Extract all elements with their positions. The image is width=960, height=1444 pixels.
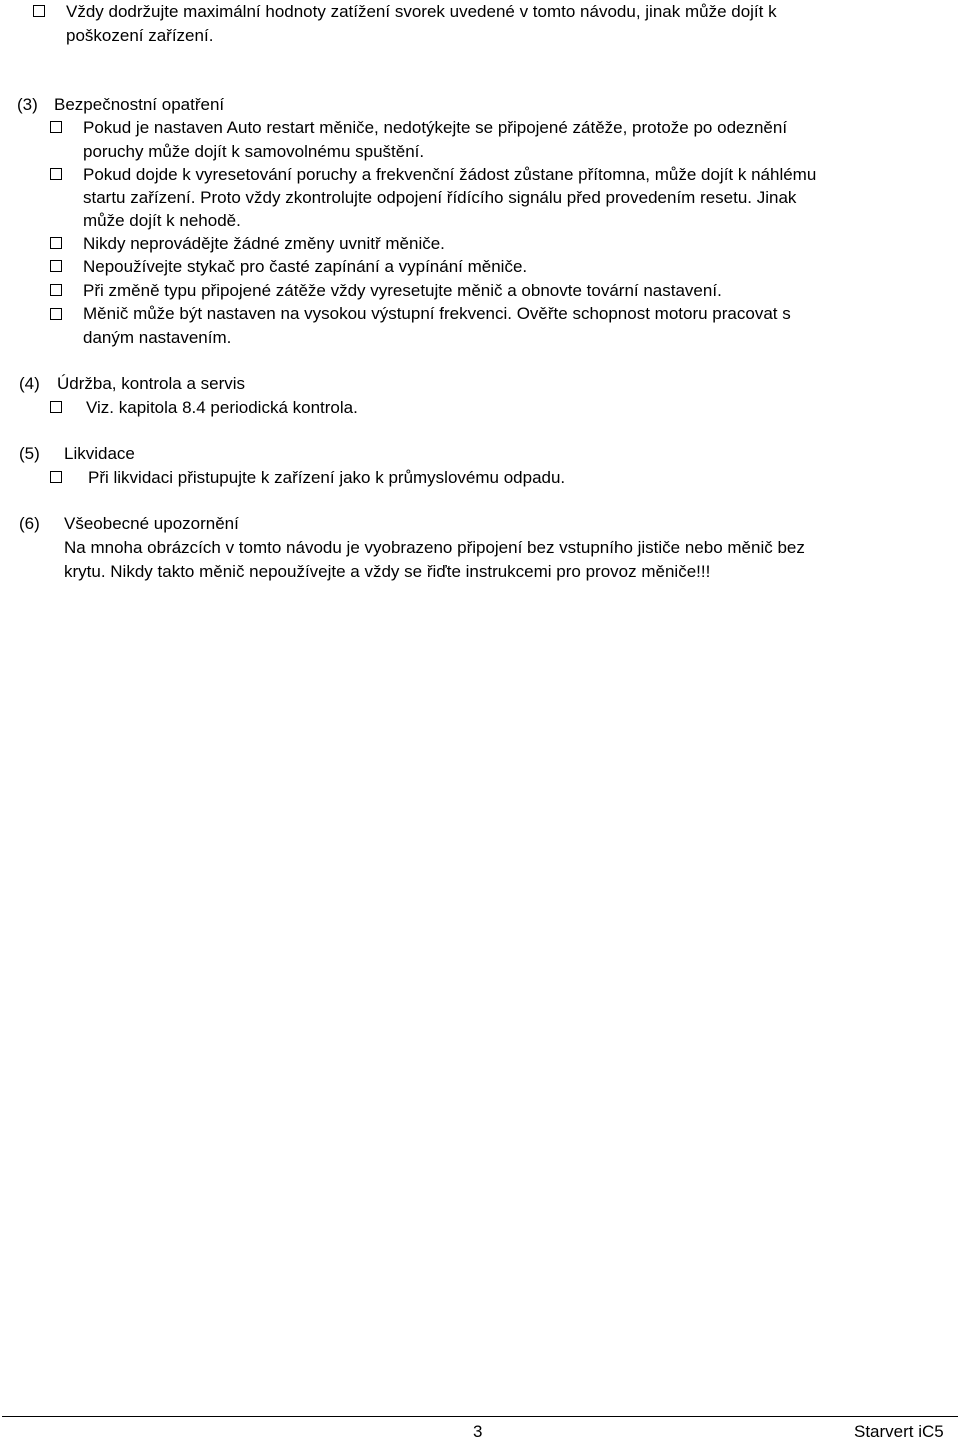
checkbox-icon <box>33 5 45 17</box>
bullet-text: Nepoužívejte stykač pro časté zapínání a vypínání měniče. <box>83 257 528 276</box>
bullet-text: startu zařízení. Proto vždy zkontrolujte odpojení řídícího signálu před provedením resetu. Jinak <box>83 188 797 207</box>
bullet-text: může dojít k nehodě. <box>83 211 241 230</box>
bullet-text: daným nastavením. <box>83 328 232 347</box>
bullet-text: Vždy dodržujte maximální hodnoty zatížení svorek uvedené v tomto návodu, jinak může dojít k <box>66 2 777 21</box>
section-heading: Údržba, kontrola a servis <box>57 374 246 393</box>
bullet-text: Při změně typu připojené zátěže vždy vyresetujte měnič a obnovte tovární nastavení. <box>83 281 722 300</box>
section-number: (3) <box>17 95 38 114</box>
section-number: (5) <box>19 444 40 463</box>
paragraph-text: krytu. Nikdy takto měnič nepoužívejte a vždy se řiďte instrukcemi pro provoz měniče!!! <box>64 562 711 581</box>
section-number: (4) <box>19 374 40 393</box>
bullet-text: Nikdy neprovádějte žádné změny uvnitř měniče. <box>83 234 445 253</box>
section-number: (6) <box>19 514 40 533</box>
checkbox-icon <box>50 121 62 133</box>
page-number: 3 <box>473 1422 483 1441</box>
checkbox-icon <box>50 237 62 249</box>
section-heading: Všeobecné upozornění <box>64 514 239 533</box>
checkbox-icon <box>50 471 62 483</box>
paragraph-text: Na mnoha obrázcích v tomto návodu je vyobrazeno připojení bez vstupního jističe nebo měnič bez <box>64 538 805 557</box>
checkbox-icon <box>50 260 62 272</box>
bullet-text: Při likvidaci přistupujte k zařízení jako k průmyslovému odpadu. <box>88 468 566 487</box>
checkbox-icon <box>50 401 62 413</box>
section-heading: Likvidace <box>64 444 135 463</box>
bullet-text: poruchy může dojít k samovolnému spuštění. <box>83 142 425 161</box>
section-heading: Bezpečnostní opatření <box>54 95 225 114</box>
bullet-text: Viz. kapitola 8.4 periodická kontrola. <box>86 398 358 417</box>
product-name: Starvert iC5 <box>854 1422 944 1441</box>
bullet-text: poškození zařízení. <box>66 26 214 45</box>
bullet-text: Pokud je nastaven Auto restart měniče, nedotýkejte se připojené zátěže, protože po odeznění <box>83 118 788 137</box>
checkbox-icon <box>50 168 62 180</box>
checkbox-icon <box>50 284 62 296</box>
bullet-text: Pokud dojde k vyresetování poruchy a frekvenční žádost zůstane přítomna, může dojít k náhlému <box>83 165 817 184</box>
bullet-text: Měnič může být nastaven na vysokou výstupní frekvenci. Ověřte schopnost motoru pracovat s <box>83 304 791 323</box>
checkbox-icon <box>50 308 62 320</box>
footer-divider <box>2 1416 958 1417</box>
